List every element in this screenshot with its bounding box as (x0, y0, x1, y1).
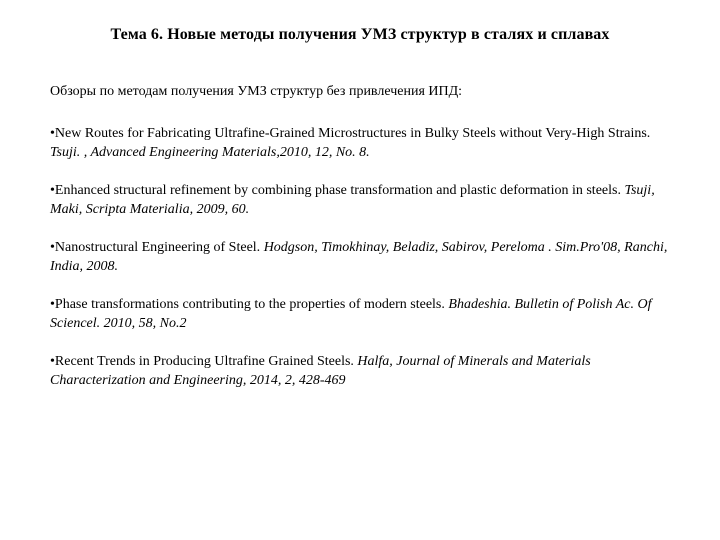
reference-source: Tsuji. , Advanced Engineering Materials,2010, 12, No. 8. (50, 145, 370, 160)
reference-title: Enhanced structural refinement by combining phase transformation and plastic deformation in steels. (54, 183, 625, 198)
slide-title: Тема 6. Новые методы получения УМЗ структур в сталях и сплавах (110, 26, 610, 43)
reference-item (50, 295, 675, 333)
reference-item (50, 124, 675, 162)
reference-title: Nanostructural Engineering of Steel. (54, 240, 264, 255)
intro-text: Обзоры по методам получения УМЗ структур без привлечения ИПД: (50, 84, 463, 99)
reference-title: New Routes for Fabricating Ultrafine-Grained Microstructures in Bulky Steels without Very-High Strains. (54, 126, 651, 141)
reference-source: Halfa, Journal of Minerals and Materials Characterization and Engineering, 2014, 2, 428-469 (50, 354, 591, 388)
reference-item (50, 181, 675, 219)
bullet-icon: • (50, 240, 55, 255)
bullet-icon: • (50, 354, 55, 369)
reference-title: Phase transformations contributing to the properties of modern steels. (54, 297, 449, 312)
bullet-icon: • (50, 297, 55, 312)
reference-item (50, 352, 675, 390)
reference-list (50, 124, 675, 409)
reference-title: Recent Trends in Producing Ultrafine Grained Steels. (54, 354, 358, 369)
bullet-icon: • (50, 183, 55, 198)
reference-item (50, 238, 675, 276)
bullet-icon: • (50, 126, 55, 141)
reference-source: Tsuji, Maki, Scripta Materialia, 2009, 60. (50, 183, 655, 217)
reference-source: Bhadeshia. Bulletin of Polish Ac. Of Sciencel. 2010, 58, No.2 (50, 297, 652, 331)
reference-source: Hodgson, Timokhinay, Beladiz, Sabirov, Pereloma . Sim.Pro'08, Ranchi, India, 2008. (50, 240, 668, 274)
